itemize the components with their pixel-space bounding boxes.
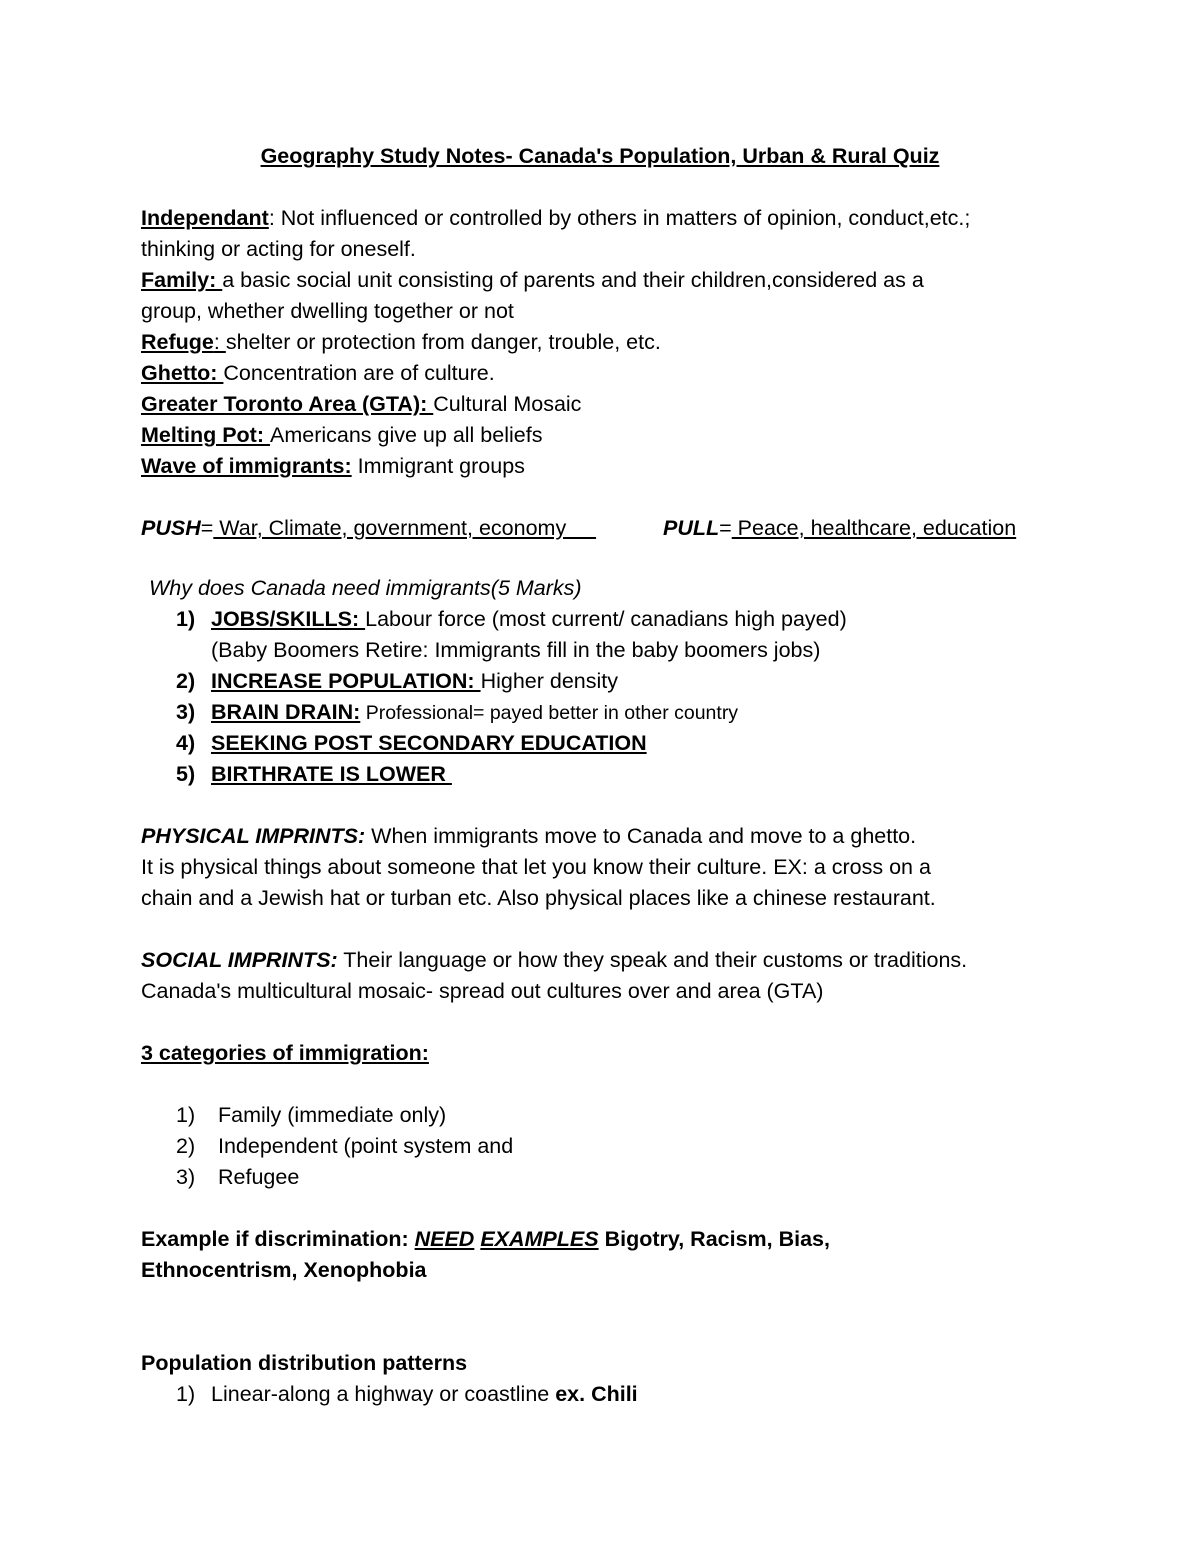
push-label: PUSH xyxy=(141,516,201,540)
social-imprints xyxy=(141,947,967,973)
list-number: 1) xyxy=(176,1382,196,1406)
page-title: Geography Study Notes- Canada's Population, Urban & Rural Quiz xyxy=(260,144,940,168)
list-item xyxy=(211,606,847,632)
def-text: : Not influenced or controlled by others in matters of opinion, conduct,etc.; xyxy=(268,206,971,230)
def-ghetto xyxy=(141,360,495,386)
categories-heading: 3 categories of immigration: xyxy=(141,1041,429,1065)
def-independant-cont: thinking or acting for oneself. xyxy=(141,237,416,261)
item-text: Higher density xyxy=(480,669,618,693)
term-melting-pot: Melting Pot: xyxy=(141,423,270,447)
term-family: Family: xyxy=(141,268,223,292)
physical-line: It is physical things about someone that let you know their culture. EX: a cross on a xyxy=(141,855,931,879)
list-number: 3) xyxy=(176,700,196,724)
distribution-heading: Population distribution patterns xyxy=(141,1351,468,1375)
def-text: Americans give up all beliefs xyxy=(269,423,543,447)
item-term: JOBS/SKILLS: xyxy=(211,607,366,631)
why-question: Why does Canada need immigrants(5 Marks) xyxy=(149,576,582,600)
def-text: Cultural Mosaic xyxy=(433,392,582,416)
def-melting-pot xyxy=(141,422,542,448)
term-colon: : xyxy=(213,330,226,354)
def-text: Concentration are of culture. xyxy=(223,361,495,385)
social-line: Canada's multicultural mosaic- spread out cultures over and area (GTA) xyxy=(141,979,824,1003)
term-ghetto: Ghetto: xyxy=(141,361,224,385)
pull-eq: = xyxy=(719,516,732,540)
list-number: 1) xyxy=(176,1103,196,1127)
category-item: Refugee xyxy=(218,1165,300,1189)
term-refuge: Refuge xyxy=(141,330,214,354)
list-item-cont: (Baby Boomers Retire: Immigrants fill in the baby boomers jobs) xyxy=(211,638,821,662)
item-term: INCREASE POPULATION: xyxy=(211,669,481,693)
term-independant: Independant xyxy=(141,206,269,230)
discrimination-lead: Example if discrimination: xyxy=(141,1227,415,1251)
push-factors xyxy=(141,515,596,541)
pull-factors xyxy=(663,515,1016,541)
list-item xyxy=(211,730,647,756)
def-text: shelter or protection from danger, trouble, etc. xyxy=(225,330,661,354)
need-label: NEED xyxy=(414,1227,475,1251)
distribution-text: Linear-along a highway or coastline xyxy=(211,1382,556,1406)
def-refuge xyxy=(141,329,661,355)
social-text: Their language or how they speak and their customs or traditions. xyxy=(337,948,968,972)
physical-text: When immigrants move to Canada and move to a ghetto. xyxy=(365,824,917,848)
distribution-item xyxy=(211,1381,638,1407)
list-number: 3) xyxy=(176,1165,196,1189)
pull-value: Peace, healthcare, education xyxy=(731,516,1017,540)
item-term: BRAIN DRAIN: xyxy=(211,700,361,724)
examples-label: EXAMPLES xyxy=(480,1227,599,1251)
social-term: SOCIAL IMPRINTS: xyxy=(141,948,338,972)
list-item xyxy=(211,761,452,787)
push-value: War, Climate, government, economy xyxy=(213,516,597,540)
push-eq: = xyxy=(200,516,214,540)
def-text: Immigrant groups xyxy=(351,454,525,478)
def-gta xyxy=(141,391,581,417)
def-independant xyxy=(141,205,970,231)
discrimination-line-cont: Ethnocentrism, Xenophobia xyxy=(141,1258,427,1282)
list-number: 4) xyxy=(176,731,196,755)
list-number: 5) xyxy=(176,762,196,786)
discrimination-line xyxy=(141,1226,830,1252)
item-term: BIRTHRATE IS LOWER xyxy=(211,762,452,786)
term-wave: Wave of immigrants: xyxy=(141,454,352,478)
term-gta: Greater Toronto Area (GTA): xyxy=(141,392,434,416)
physical-imprints xyxy=(141,823,916,849)
pull-label: PULL xyxy=(663,516,720,540)
category-item: Family (immediate only) xyxy=(218,1103,447,1127)
list-item xyxy=(211,699,738,726)
physical-line: chain and a Jewish hat or turban etc. Also physical places like a chinese restaurant. xyxy=(141,886,936,910)
list-number: 2) xyxy=(176,1134,196,1158)
def-family-cont: group, whether dwelling together or not xyxy=(141,299,514,323)
list-number: 1) xyxy=(176,607,196,631)
list-number: 2) xyxy=(176,669,196,693)
item-text: Professional= payed better in other country xyxy=(360,702,739,724)
list-item xyxy=(211,668,618,694)
physical-term: PHYSICAL IMPRINTS: xyxy=(141,824,366,848)
distribution-example: ex. Chili xyxy=(555,1382,638,1406)
def-wave xyxy=(141,453,525,479)
discrimination-rest: Bigotry, Racism, Bias, xyxy=(598,1227,830,1251)
category-item: Independent (point system and xyxy=(218,1134,514,1158)
item-term: SEEKING POST SECONDARY EDUCATION xyxy=(211,731,647,755)
def-family xyxy=(141,267,924,293)
def-text: a basic social unit consisting of parents and their children,considered as a xyxy=(222,268,924,292)
item-text: Labour force (most current/ canadians high payed) xyxy=(365,607,847,631)
